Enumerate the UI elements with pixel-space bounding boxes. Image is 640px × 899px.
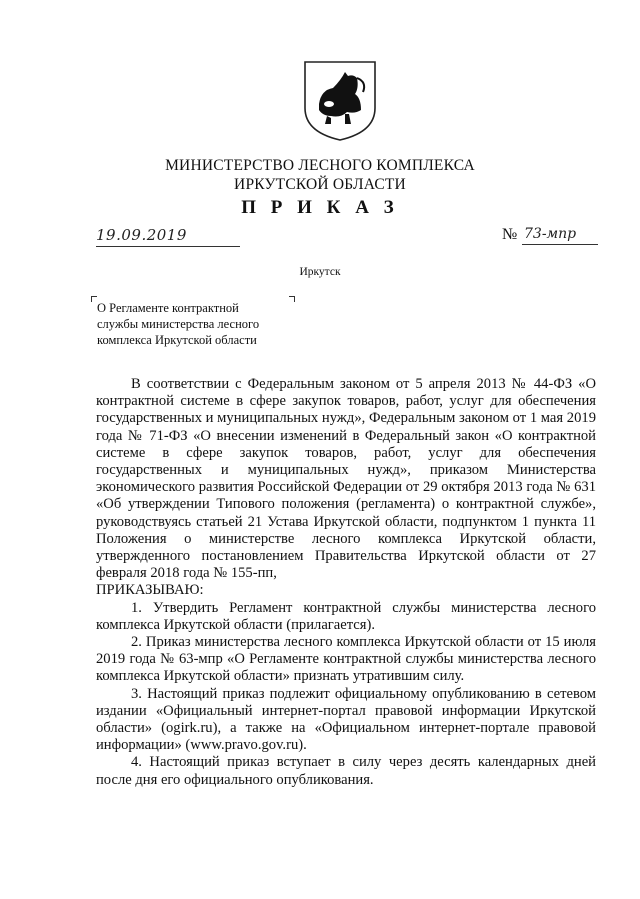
order-item-4: 4. Настоящий приказ вступает в силу через десять календарных дней после дня его официального опубликования.	[96, 754, 596, 788]
order-number-field	[502, 226, 602, 246]
document-type-title: П Р И К А З	[241, 197, 399, 218]
order-item-2: 2. Приказ министерства лесного комплекса Иркутской области от 15 июля 2019 года № 63-мпр «О Регламенте контрактной службы министерства лесного комплекса Иркутской области» признать утратившим силу.	[96, 634, 596, 685]
subject-line-2: службы министерства лесного	[97, 317, 260, 331]
subject-line-3: комплекса Иркутской области	[97, 333, 257, 347]
coat-of-arms-emblem	[301, 58, 379, 142]
order-item-3: 3. Настоящий приказ подлежит официальному опубликованию в сетевом издании «Официальный интернет-портал правовой информации Иркутской области» (ogirk.ru), а также на «Официальном интернет-портале правовой информации» (www.pravo.gov.ru).	[96, 685, 596, 754]
document-subject	[97, 300, 297, 348]
order-item-1: 1. Утвердить Регламент контрактной службы министерства лесного комплекса Иркутской области (прилагается).	[96, 599, 596, 633]
date-field	[96, 226, 240, 247]
document-body	[96, 376, 596, 789]
ministry-name-line-1: МИНИСТЕРСТВО ЛЕСНОГО КОМПЛЕКСА	[165, 157, 475, 174]
number-sign: №	[502, 226, 518, 243]
city-name: Иркутск	[299, 266, 341, 278]
handwritten-date: 19.09.2019	[96, 226, 187, 244]
preamble-paragraph: В соответствии с Федеральным законом от 5 апреля 2013 № 44-ФЗ «О контрактной системе в сфере закупок товаров, работ, услуг для обеспечения государственных и муниципальных нужд», Федеральным законом от 1 мая 2019 года № 71-ФЗ «О внесении изменений в Федеральный закон «О контрактной системе в сфере закупок товаров, работ, услуг для обеспечения государственных и муниципальных нужд», приказом Министерства экономического развития Российской Федерации от 29 октября 2013 года № 631 «Об утверждении Типового положения (регламента) о контрактной службе», руководствуясь статьей 21 Устава Иркутской области, подпунктом 1 пункта 11 Положения о министерстве лесного комплекса Иркутской области, утвержденного постановлением Правительства Иркутской области от 27 февраля 2018 года № 155-пп,	[96, 376, 596, 582]
handwritten-order-number: 73-мпр	[524, 226, 577, 242]
ministry-name-line-2: ИРКУТСКОЙ ОБЛАСТИ	[234, 176, 406, 193]
subject-line-1: О Регламенте контрактной	[97, 301, 239, 315]
order-word: ПРИКАЗЫВАЮ:	[96, 582, 204, 599]
number-underline	[522, 244, 598, 245]
ministry-name	[0, 156, 640, 194]
